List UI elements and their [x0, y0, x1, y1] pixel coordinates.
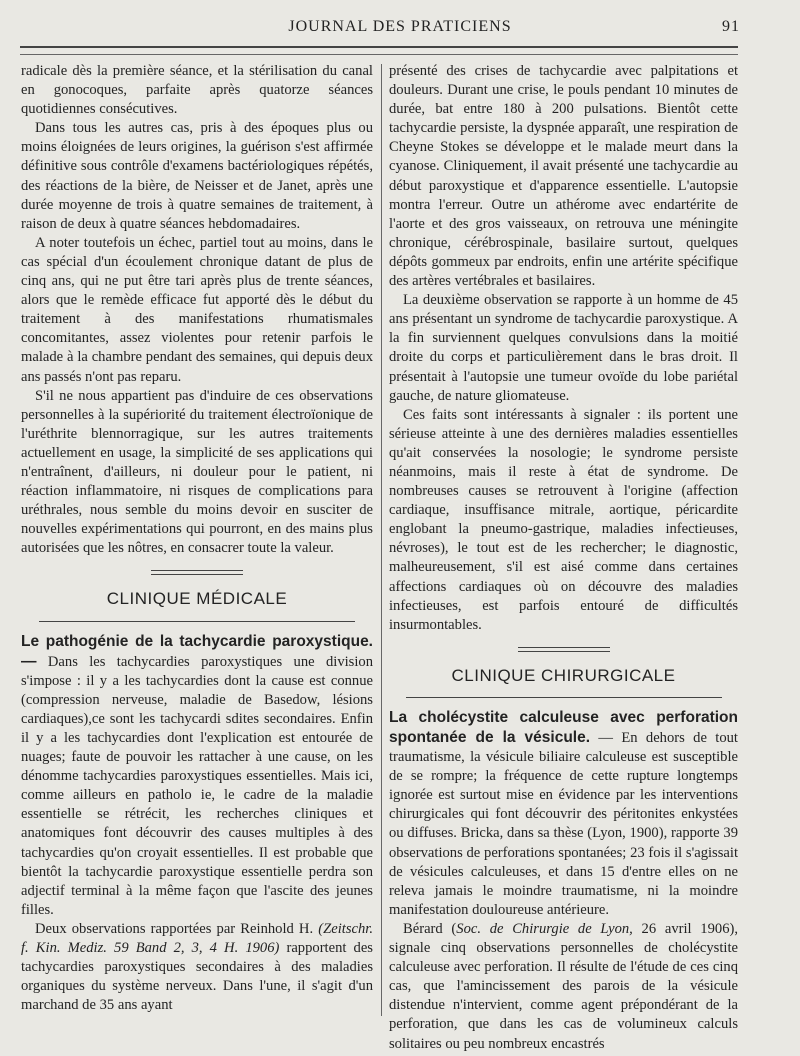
paragraph	[21, 920, 373, 1015]
section-title: CLINIQUE CHIRURGICALE	[451, 665, 676, 685]
article-text: Bérard (	[403, 920, 457, 937]
paragraph: Dans tous les autres cas, pris à des époques plus ou moins éloignées de leurs origines, la guérison s'est affirmée définitive sous contrôle d'examens bactériologiques répétés, des réactions de la bière, de Neisser et de Janet, après une durée moyenne de trois à quatre semaines de traitement, à raison de deux à quatre séances hebdomadaires.	[21, 120, 373, 232]
right-column	[389, 62, 738, 1054]
journal-title: JOURNAL DES PRATICIENS	[288, 18, 512, 35]
article-text: rapportent des tachycardies paroxystiques secondaires à des maladies organiques du système nerveux. Dans l'une, il s'agit d'un marchand de 35 ans ayant	[21, 940, 373, 1014]
column-divider	[381, 64, 382, 1016]
section-underline	[406, 697, 722, 698]
header-rule	[20, 46, 738, 48]
article-title: La cholécystite calculeuse avec perforation spontanée de la vésicule.	[389, 708, 738, 746]
citation: (Zeitschr. f. Kin. Mediz. 59 Band 2, 3, 4 H. 1906)	[21, 920, 373, 957]
section-title: CLINIQUE MÉDICALE	[106, 589, 288, 609]
article-paragraph	[389, 708, 738, 920]
article-text: — En dehors de tout traumatisme, la vésicule biliaire calculeuse est susceptible de se rompre; la fréquence de cette rupture longtemps ignorée est surtout mise en évidence par les interventions chirurgicales qui font découvrir des péritonites enkystées ou diffuses. Bricka, dans sa thèse (Lyon, 1900), rapporte 39 observations de perforations spontanées; 23 fois il s'agissait de vésicules calculeuses, et dans 15 d'entre elles on ne releva jamais le moindre traumatisme, ni la moindre manifestation douloureuse antérieure.	[389, 730, 738, 918]
page-number: 91	[722, 18, 740, 35]
left-column	[21, 62, 373, 1015]
paragraph: radicale dès la première séance, et la stérilisation du canal en gonocoques, parfaite après quatorze séances quotidiennes consécutives.	[21, 63, 373, 118]
section-heading-medicale	[21, 570, 373, 621]
section-ornament	[518, 647, 610, 652]
article-paragraph	[21, 632, 373, 920]
article-text: Dans les tachycardies paroxystiques une division s'impose : il y a les tachycardies dont la cause est connue (compression nerveuse, maladie de Basedow, lésions cardiaques),ce sont les tachycardi sdites secondaires. Enfin il y a les tachycardies dont l'explication est entourée de nuages; faute de pouvoir les rattacher à une cause, on les dénomme tachycardies paroxystiques essentielles. Mais ici, comme ailleurs en patholo ie, le cadre de la maladie essentielle se rétrécit, les recherches cliniques et anatomiques font découvrir des causes multiples à des tachycardies qu'on croyait essentielles. Il est probable que bientôt la tachycardie paroxystique essentielle perdra son adjectif terminal à la même façon que l'ascite des jeunes filles.	[21, 653, 373, 918]
paragraph: présenté des crises de tachycardie avec palpitations et douleurs. Durant une crise, le pouls pendant 10 minutes de durée, bat entre 180 à 200 pulsations. Bientôt cette tachycardie persiste, la dyspnée apparaît, une respiration de Cheyne Stokes se développe et le malade meurt dans la cyanose. Cliniquement, il avait présenté une tachycardie au début paroxystique et d'apparence essentielle. L'autopsie montra l'erreur. Outre un athérome avec endartérite de l'aorte et des gros vaisseaux, on retrouva une méningite chronique, cérébrospinale, basilaire surtout, quelques dépôts gommeux par endroits, enfin une artérite spécifique des artères vertébrales et basilaires.	[389, 63, 738, 290]
paragraph: Ces faits sont intéressants à signaler : ils portent une sérieuse atteinte à une des dernières maladies essentielles qu'ait conservées la nosologie; le syndrome persiste néanmoins, mais il reste à état de syndrome. De nombreuses causes se retrouvent à l'origine (affection cardiaque, insuffisance mitrale, aortique, péricardite englobant la pneumo-gastrique, maladies infectieuses, névroses), le tout est de les rechercher; le diagnostic, malheureusement, s'il est aisé comme dans certaines affections cardiaques où on découvre des maladies infectieuses, est parfois entouré de difficultés insurmontables.	[389, 406, 738, 633]
section-ornament	[151, 570, 243, 575]
citation: Soc. de Chirurgie de Lyon,	[456, 920, 633, 937]
paragraph	[389, 920, 738, 1054]
article-text: Deux observations rapportées par Reinhold H.	[35, 920, 314, 937]
running-head	[20, 18, 780, 40]
paragraph: S'il ne nous appartient pas d'induire de ces observations personnelles à la supériorité du traitement électroïonique de l'uréthrite blennorragique, sur les autres traitements actuellement en usage, la simplicité de ses applications qui n'entraînent, d'ailleurs, ni douleur pour le patient, ni réaction inflammatoire, ni risques de complications para uréthrales, nous semble du moins devoir en susciter de nouvelles expérimentations qui pourront, en des mains plus autorisées que les nôtres, en consacrer toute la valeur.	[21, 387, 373, 557]
section-heading-chirurgicale	[389, 647, 738, 698]
paragraph: La deuxième observation se rapporte à un homme de 45 ans présentant un syndrome de tachycardie paroxystique. A la fin surviennent quelques convulsions dans la moitié droite du corps et particulièrement dans le bras droit. Il présentait à l'autopsie une tumeur ovoïde du lobe pariétal gauche, de nature gliomateuse.	[389, 292, 738, 404]
header-rule-thin	[20, 54, 738, 55]
paragraph: A noter toutefois un échec, partiel tout au moins, dans le cas spécial d'un écoulement chronique datant de plus de cinq ans, qui ne put être tari après plus de trente séances, alors que le remède efficace fut apporté dès le début du traitement à des manifestations rhumatismales concomitantes, assez violentes pour retenir parfois le malade à la chambre pendant des semaines, qui depuis deux ans passés n'ont pas reparu.	[21, 234, 373, 385]
article-title: Le pathogénie de la tachycardie paroxystique. —	[21, 632, 373, 670]
section-underline	[39, 621, 355, 622]
article-text: 26 avril 1906), signale cinq observations personnelles de cholécystite calculeuse avec perforation. Il résulte de l'étude de ces cinq cas, que l'amincissement des parois de la vésicule distendue n'intervient, comme agent prépondérant de la perforation, que dans les cas de volumineux calculs solitaires ou peu nombreux encastrés	[389, 920, 738, 1052]
